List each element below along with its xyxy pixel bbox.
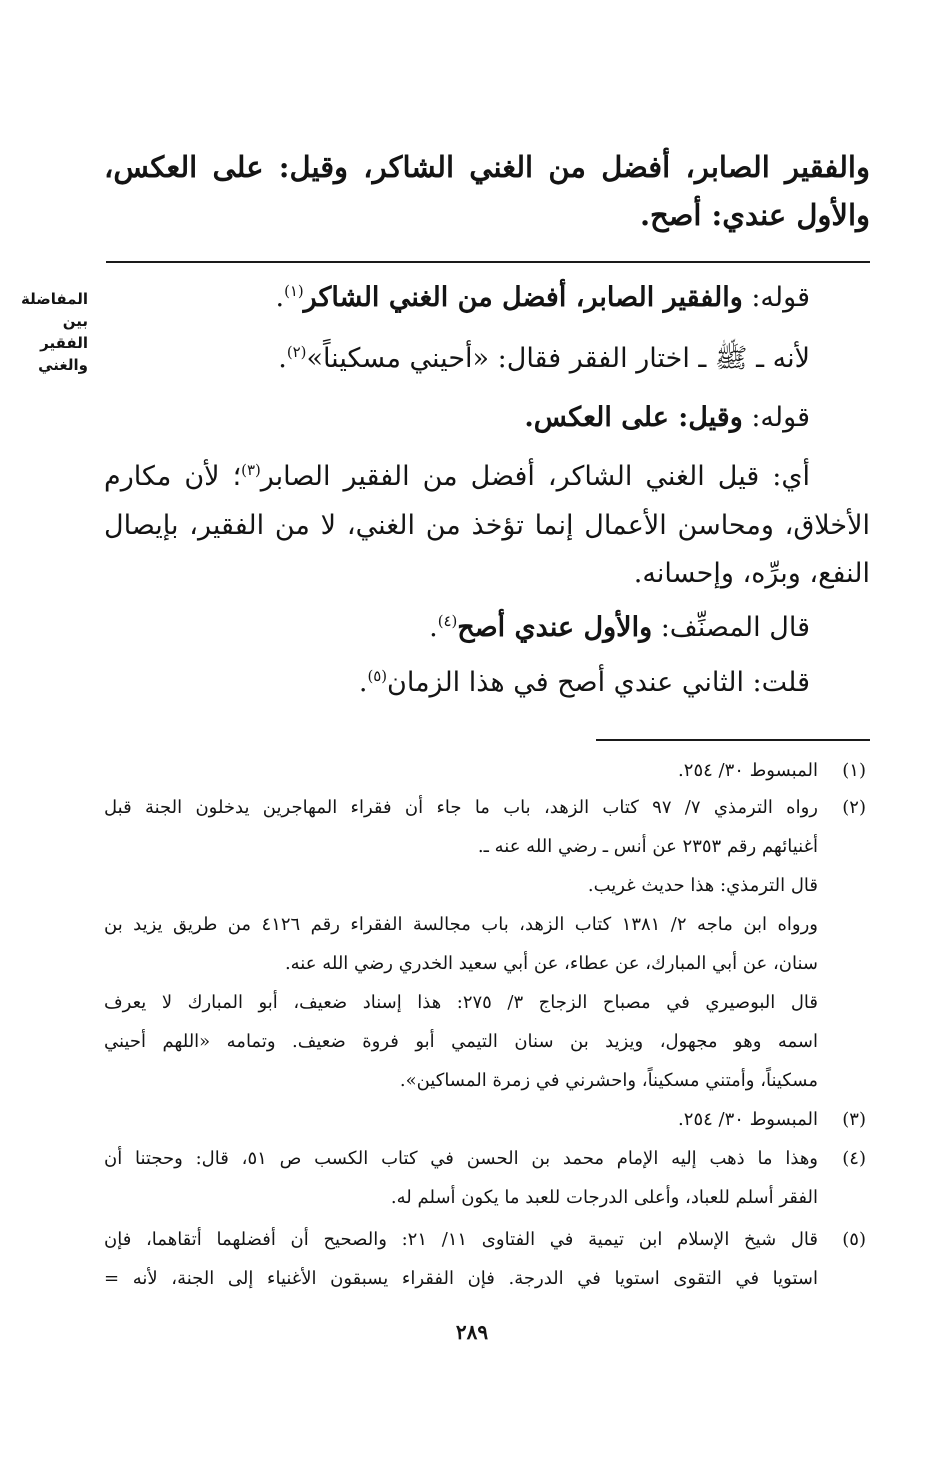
page-number: ٢٨٩ bbox=[455, 1320, 489, 1344]
margin-title bbox=[21, 288, 88, 376]
quoted-matn: والأول عندي أصح bbox=[457, 612, 653, 643]
margin-title-line: والغني bbox=[38, 356, 88, 374]
body-paragraph-1 bbox=[275, 282, 810, 313]
text: . bbox=[275, 282, 285, 313]
body-paragraph-4-line-2: الأخلاق، ومحاسن الأعمال إنما تؤخذ من الغني، لا من الفقير، بإيصال bbox=[104, 510, 870, 541]
text: . bbox=[358, 667, 368, 698]
quoted-matn: والفقير الصابر، أفضل من الغني الشاكر bbox=[303, 282, 743, 313]
footnote-2-line: سنان، عن أبي المبارك، عن عطاء، عن أبي سعيد الخدري رضي الله عنه. bbox=[284, 953, 818, 974]
body-paragraph-4-line-1 bbox=[104, 461, 810, 492]
text: قال المصنِّف: bbox=[652, 612, 810, 643]
body-paragraph-5 bbox=[429, 612, 810, 643]
text: لأنه ـ ﷺ ـ اختار الفقر فقال: «أحيني مسكيناً» bbox=[306, 343, 810, 374]
text: أي: قيل الغني الشاكر، أفضل من الفقير الصابر bbox=[260, 461, 810, 492]
footnote-number: (٤) bbox=[842, 1148, 866, 1169]
text: . bbox=[278, 343, 287, 374]
text: ؛ لأن مكارم bbox=[104, 461, 242, 492]
footnote-number: (١) bbox=[842, 760, 866, 781]
matn-line-2: والأول عندي: أصح. bbox=[639, 198, 870, 232]
footnote-ref: (٣) bbox=[241, 461, 261, 479]
footnote-5-line: استويا في التقوى استويا في الدرجة. فإن الفقراء يسبقون الأغنياء إلى الجنة، لأنه = bbox=[104, 1268, 818, 1289]
footnote-2-line: قال البوصيري في مصباح الزجاج ٣/ ٢٧٥: هذا إسناد ضعيف، أبو المبارك لا يعرف bbox=[104, 992, 818, 1013]
footnote-2-line: أغنيائهم رقم ٢٣٥٣ عن أنس ـ رضي الله عنه ـ. bbox=[477, 836, 818, 857]
footnote-number: (٣) bbox=[842, 1109, 866, 1130]
footnote-2-line: رواه الترمذي ٧/ ٩٧ كتاب الزهد، باب ما جاء أن فقراء المهاجرين يدخلون الجنة قبل bbox=[104, 797, 818, 818]
footnote-ref: (٢) bbox=[286, 343, 307, 361]
margin-title-line: المفاضلة bbox=[21, 290, 88, 308]
body-paragraph-6 bbox=[359, 667, 810, 698]
body-paragraph-3 bbox=[524, 402, 810, 433]
quoted-matn: وقيل: على العكس. bbox=[524, 402, 743, 433]
footnote-3: المبسوط ٣٠/ ٢٥٤. bbox=[678, 1109, 818, 1130]
footnote-2-line: اسمه وهو مجهول، ويزيد بن سنان التيمي أبو فروة ضعيف. وتمامه «اللهم أحيني bbox=[104, 1031, 818, 1052]
footnote-2-line: مسكيناً، وأمتني مسكيناً، واحشرني في زمرة المساكين». bbox=[399, 1070, 818, 1091]
footnote-separator bbox=[596, 739, 870, 741]
matn-divider bbox=[106, 261, 870, 263]
text: قلت: الثاني عندي أصح في هذا الزمان bbox=[387, 667, 810, 698]
footnote-5-line: قال شيخ الإسلام ابن تيمية في الفتاوى ١١/ ٢١: والصحيح أن أفضلهما أتقاهما، فإن bbox=[104, 1229, 819, 1250]
margin-title-line: بين bbox=[62, 312, 88, 330]
text: قوله: bbox=[742, 402, 810, 433]
matn-line-1: والفقير الصابر، أفضل من الغني الشاكر، وقيل: على العكس، bbox=[104, 150, 870, 184]
footnote-number: (٥) bbox=[842, 1229, 866, 1250]
body-paragraph-4-line-3: النفع، وبرِّه، وإحسانه. bbox=[633, 558, 870, 589]
footnote-2-line: ورواه ابن ماجه ٢/ ١٣٨١ كتاب الزهد، باب مجالسة الفقراء رقم ٤١٢٦ من طريق يزيد بن bbox=[104, 914, 818, 935]
margin-title-line: الفقير bbox=[40, 334, 88, 352]
footnote-4-line: وهذا ما ذهب إليه الإمام محمد بن الحسن في كتاب الكسب ص ٥١، قال: وحجتنا أن bbox=[104, 1148, 819, 1169]
footnote-ref: (١) bbox=[284, 282, 304, 300]
text: . bbox=[429, 612, 438, 643]
footnote-number: (٢) bbox=[842, 797, 866, 818]
footnote-1: المبسوط ٣٠/ ٢٥٤. bbox=[678, 760, 818, 781]
body-paragraph-2 bbox=[278, 341, 810, 381]
footnote-2-line: قال الترمذي: هذا حديث غريب. bbox=[587, 875, 818, 896]
footnote-ref: (٥) bbox=[367, 667, 388, 685]
footnote-ref: (٤) bbox=[437, 612, 458, 630]
text: قوله: bbox=[742, 282, 810, 313]
footnote-4-line: الفقر أسلم للعباد، وأعلى الدرجات للعبد ما يكون أسلم له. bbox=[390, 1187, 818, 1208]
